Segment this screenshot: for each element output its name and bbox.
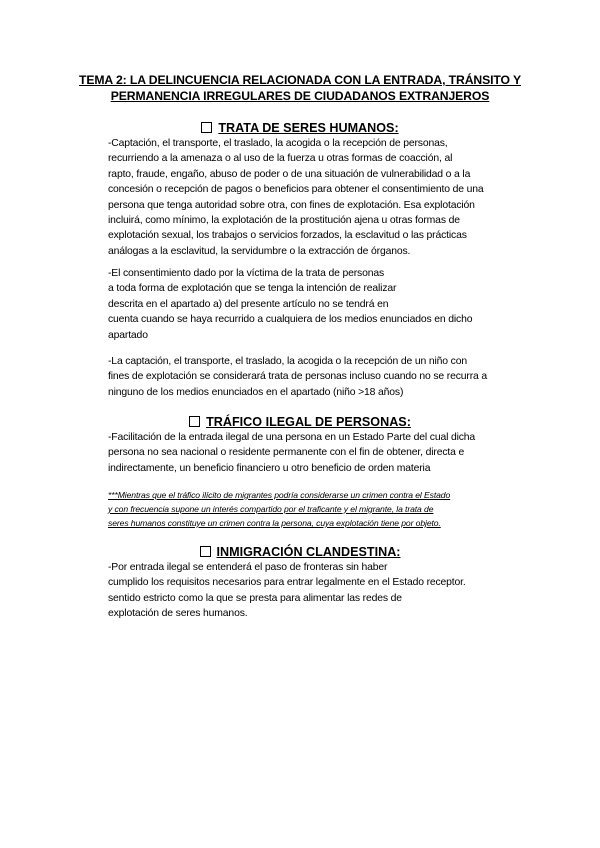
paragraph [108,354,538,400]
text-line: -La captación, el transporte, el traslado, la acogida o la recepción de un niño con [108,356,467,367]
paragraph [108,430,538,476]
text-line: -Facilitación de la entrada ilegal de una persona en un Estado Parte del cual dicha [108,432,476,443]
note-line: y con frecuencia supone un interés compartido por el traficante y el migrante, la trata de [108,504,434,514]
note-line: seres humanos constituye un crimen contra la persona, cuya explotación tiene por objeto. [108,518,441,528]
text-line: -El consentimiento dado por la víctima de la trata de personas [108,268,385,279]
text-line: rapto, fraude, engaño, abuso de poder o de una situación de vulnerabilidad o a la [108,168,471,180]
section-heading-text: TRATA DE SERES HUMANOS: [218,121,399,135]
text-line: fines de explotación se considerará trata de personas incluso cuando no se recurra a [108,371,488,383]
note-line: ***Mientras que el tráfico ilícito de migrantes podría considerarse un crimen contra el Estado [108,490,451,500]
text-line: explotación de seres humanos. [108,608,248,620]
paragraph [108,560,538,622]
text-line: -Por entrada ilegal se entenderá el paso de fronteras sin haber [108,562,388,573]
section-heading-inmigracion [0,544,600,560]
text-line: a toda forma de explotación que se tenga la intención de realizar [108,283,397,295]
text-line: sentido estricto como la que se presta para alimentar las redes de [108,592,402,604]
section-heading-text: TRÁFICO ILEGAL DE PERSONAS: [206,415,411,429]
title-line: TEMA 2: LA DELINCUENCIA RELACIONADA CON LA ENTRADA, TRÁNSITO Y [78,73,522,87]
text-line: ninguno de los medios enunciados en el apartado (niño >18 años) [108,386,404,398]
checkbox-icon [201,122,212,133]
checkbox-icon [189,416,200,427]
footnote [108,488,538,530]
text-line: descrita en el apartado a) del presente artículo no se tendrá en [108,298,389,310]
paragraph [108,136,538,259]
text-line: cuenta cuando se haya recurrido a cualquiera de los medios enunciados en dicho [108,314,473,326]
section-heading-text: INMIGRACIÓN CLANDESTINA: [216,545,401,559]
text-line: apartado [108,329,148,341]
text-line: concesión o recepción de pagos o beneficios para obtener el consentimiento de una [108,184,484,196]
title-line: PERMANENCIA IRREGULARES DE CIUDADANOS EXTRANJEROS [110,89,490,103]
text-line: persona que tenga autoridad sobre otra, con fines de explotación. Esa explotación [108,199,475,211]
text-line: recurriendo a la amenaza o al uso de la fuerza u otras formas de coacción, al [108,153,453,165]
paragraph [108,266,538,343]
section-heading-trafico [0,414,600,430]
text-line: incluirá, como mínimo, la explotación de la prostitución ajena u otras formas de [108,215,460,227]
text-line: indirectamente, un beneficio financiero u otro beneficio de orden materia [108,462,431,474]
text-line: análogas a la esclavitud, la servidumbre o la extracción de órganos. [108,245,411,257]
text-line: explotación sexual, los trabajos o servicios forzados, la esclavitud o las prácticas [108,230,467,242]
text-line: -Captación, el transporte, el traslado, la acogida o la recepción de personas, [108,138,448,149]
text-line: cumplido los requisitos necesarios para entrar legalmente en el Estado receptor. [108,577,466,589]
checkbox-icon [200,546,211,557]
section-heading-trata [0,120,600,136]
text-line: persona no sea nacional o residente permanente con el fin de obtener, directa e [108,447,465,459]
page-title [60,72,540,104]
